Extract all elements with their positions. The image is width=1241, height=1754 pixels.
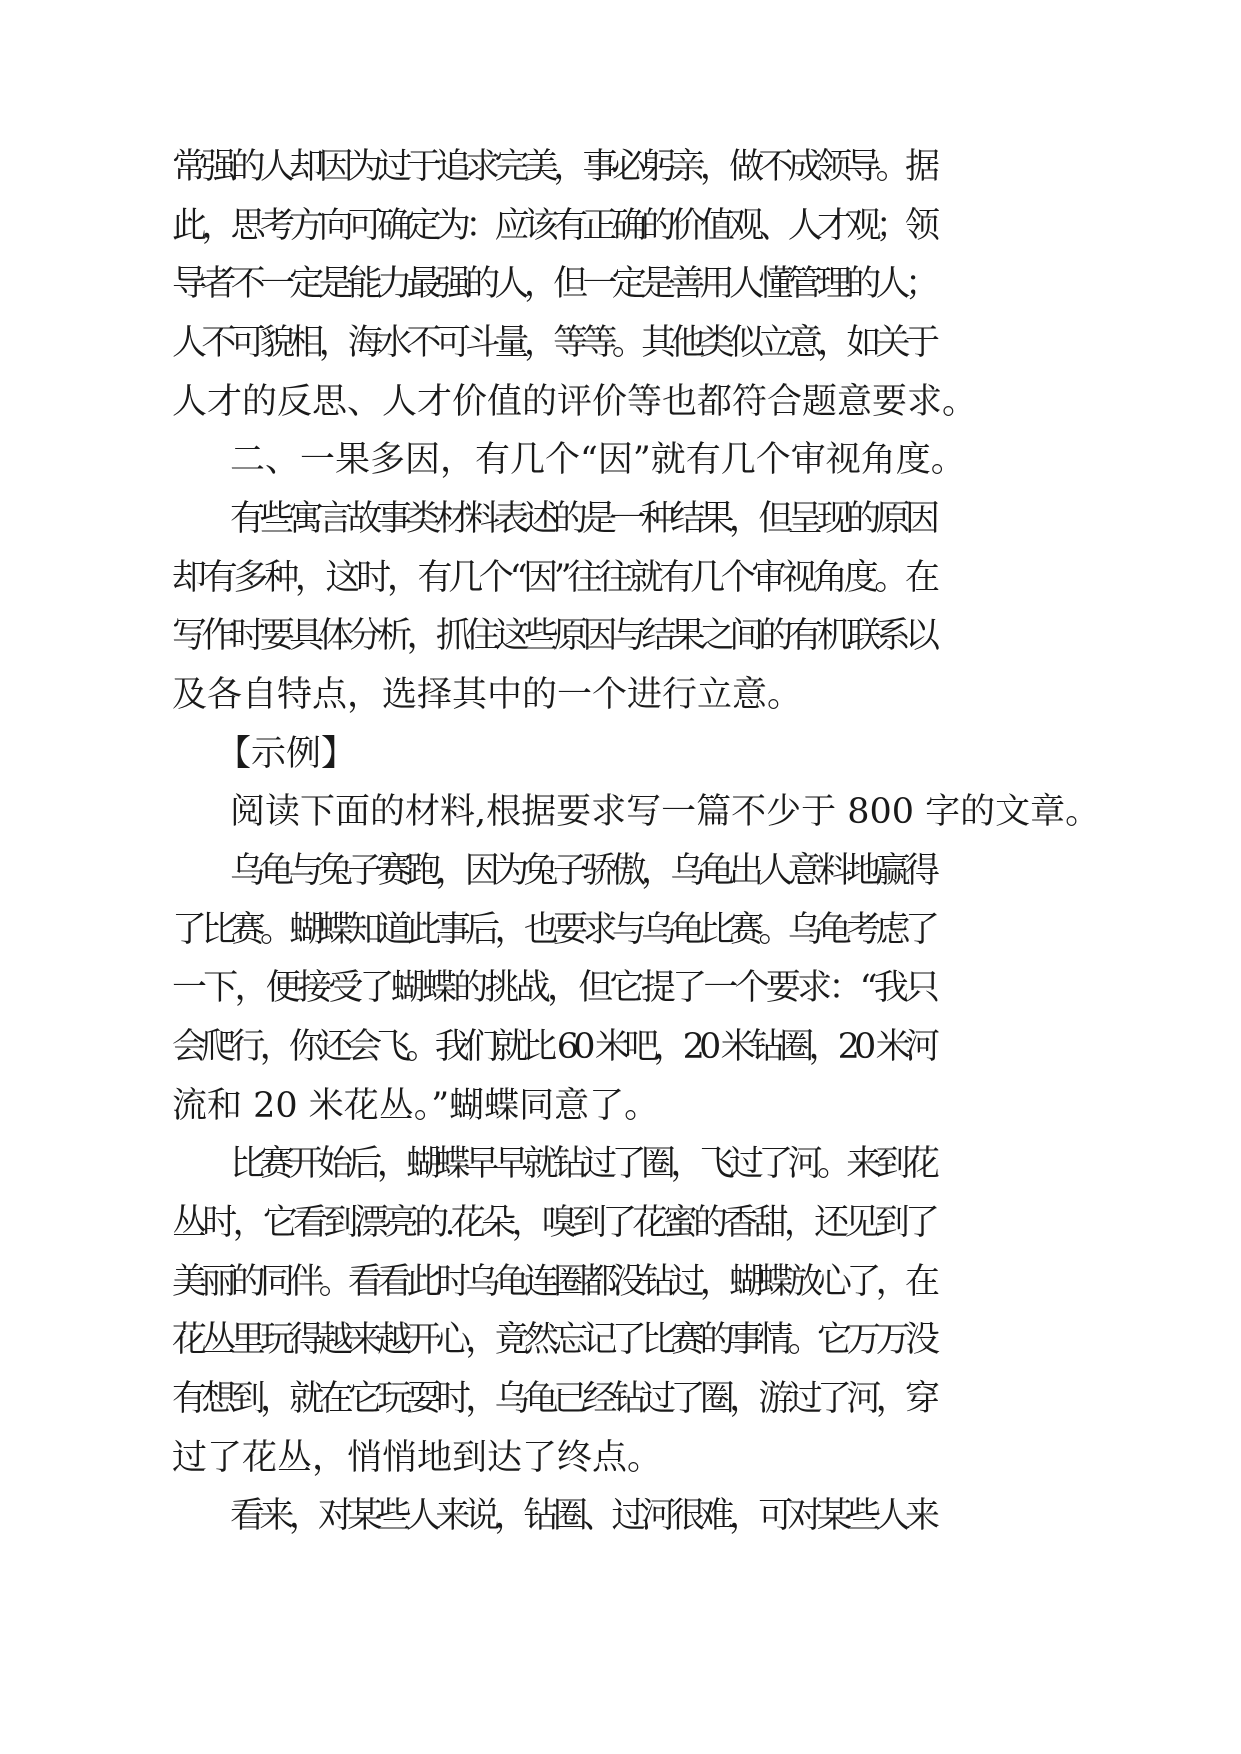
text-line [0,1430,1241,1486]
line-text: 常强的人却因为过于追求完美，事必躬亲，做不成领导。据 [172,147,935,187]
line-text: 有想到，就在它玩耍时，乌龟已经钻过了圈，游过了河，穿 [172,1379,935,1419]
line-text: 却有多种，这时，有几个“因”往往就有几个审视角度。在 [172,558,936,598]
text-line [0,256,1241,312]
line-text: 【示例】 [216,734,357,774]
line-text: 二、一果多因，有几个“因”就有几个审视角度。 [230,440,966,480]
text-line [0,315,1241,371]
text-line [0,902,1241,958]
line-text: 此，思考方向可确定为：应该有正确的价值观、人才观；领 [172,206,935,246]
line-text: 会爬行，你还会飞。我们就比 60 米吧，20 米钻圈，20 米河 [172,1027,935,1067]
line-text: 人才的反思、人才价值的评价等也都符合题意要求。 [172,382,978,422]
text-line [0,1136,1241,1192]
text-line [0,843,1241,899]
line-text: 流和 20 米花丛。”蝴蝶同意了。 [172,1086,660,1126]
text-line [0,960,1241,1016]
line-text: 比赛开始后，蝴蝶早早就钻过了圈，飞过了河。来到花 [230,1144,935,1184]
line-text: 过了花丛，悄悄地到达了终点。 [172,1438,663,1478]
line-text: 了比赛。蝴蝶知道此事后，也要求与乌龟比赛。乌龟考虑了 [172,910,935,950]
text-line [0,1371,1241,1427]
text-line [0,1019,1241,1075]
example-label [0,726,1241,782]
text-line [0,1078,1241,1134]
line-text: 有些寓言故事类材料表述的是一种结果，但呈现的原因 [230,499,935,539]
text-line [0,139,1241,195]
text-line [0,1488,1241,1544]
text-line [0,491,1241,547]
text-line [0,198,1241,254]
line-text: 看来，对某些人来说，钻圈、过河很难，可对某些人来 [230,1496,935,1536]
line-text: 美丽的同伴。看看此时乌龟连圈都没钻过，蝴蝶放心了，在 [172,1262,935,1302]
text-line [0,550,1241,606]
line-text: 人不可貌相，海水不可斗量，等等。其他类似立意，如关于 [172,323,935,363]
line-text: 及各自特点，选择其中的一个进行立意。 [172,675,803,715]
line-text: 阅读下面的材料,根据要求写一篇不少于 800 字的文章。 [230,792,1101,832]
text-line [0,1254,1241,1310]
line-text: 导者不一定是能力最强的人，但一定是善用人懂管理的人； [172,264,935,304]
line-text: 丛时，它看到漂亮的.花朵，嗅到了花蜜的香甜，还见到了 [172,1203,936,1243]
text-line [0,784,1241,840]
text-line [0,374,1241,430]
text-line [0,667,1241,723]
line-text: 乌龟与兔子赛跑，因为兔子骄傲，乌龟出人意料地赢得 [230,851,935,891]
text-line [0,608,1241,664]
text-line [0,1195,1241,1251]
line-text: 一下，便接受了蝴蝶的挑战，但它提了一个要求：“我只 [172,968,937,1008]
text-line [0,1312,1241,1368]
section-heading [0,432,1241,488]
line-text: 花丛里玩得越来越开心，竟然忘记了比赛的事情。它万万没 [172,1320,935,1360]
line-text: 写作时要具体分析，抓住这些原因与结果之间的有机联系以 [172,616,935,656]
